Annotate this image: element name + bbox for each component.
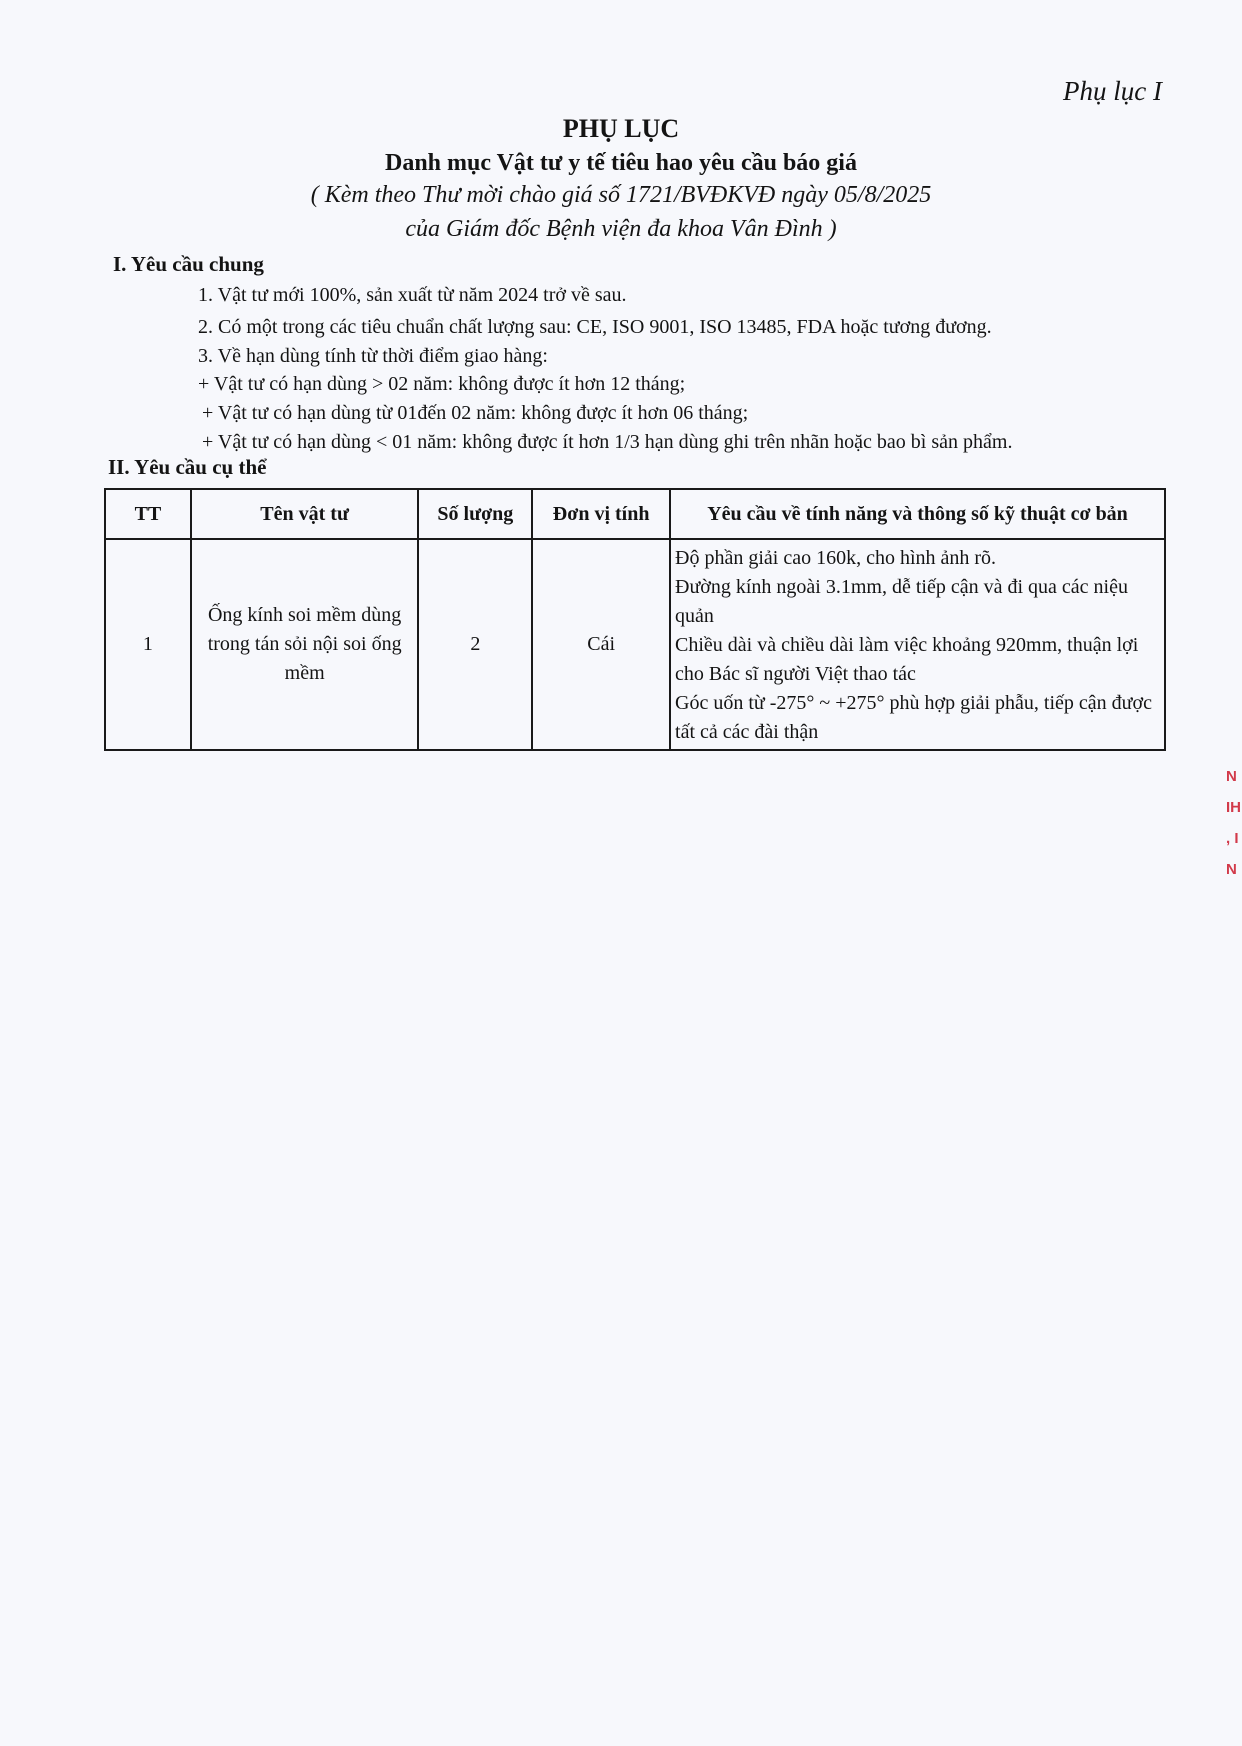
reference-line-2: của Giám đốc Bệnh viện đa khoa Vân Đình ) [405, 216, 837, 242]
table-header-row [105, 489, 1165, 539]
stamp-text: N [1226, 768, 1237, 785]
header-specification: Yêu cầu về tính năng và thông số kỹ thuật cơ bản [670, 489, 1165, 539]
stamp-text: N [1226, 861, 1237, 878]
spec-line: Chiều dài và chiều dài làm việc khoảng 920mm, thuận lợi cho Bác sĩ người Việt thao tác [675, 634, 1139, 685]
general-requirement-item: 3. Về hạn dùng tính từ thời điểm giao hàng: [198, 345, 548, 367]
cell-specification [670, 539, 1165, 750]
section-general-heading: I. Yêu cầu chung [113, 252, 264, 276]
general-requirement-item: + Vật tư có hạn dùng > 02 năm: không được ít hơn 12 tháng; [198, 373, 686, 395]
spec-line: Độ phần giải cao 160k, cho hình ảnh rõ. [675, 547, 997, 569]
cell-unit: Cái [532, 539, 670, 750]
header-quantity: Số lượng [418, 489, 532, 539]
cell-quantity: 2 [418, 539, 532, 750]
document-title: PHỤ LỤC [562, 114, 680, 143]
general-requirement-item: 2. Có một trong các tiêu chuẩn chất lượng sau: CE, ISO 9001, ISO 13485, FDA hoặc tương đương. [198, 316, 992, 338]
spec-line: Góc uốn từ -275° ~ +275° phù hợp giải phẫu, tiếp cận được tất cả các đài thận [675, 692, 1152, 743]
requirements-table [104, 488, 1166, 751]
general-requirement-item: + Vật tư có hạn dùng từ 01đến 02 năm: không được ít hơn 06 tháng; [202, 402, 749, 424]
general-requirement-item: 1. Vật tư mới 100%, sản xuất từ năm 2024 trở về sau. [198, 284, 627, 306]
stamp-text: , I [1226, 830, 1239, 847]
table-row [105, 539, 1165, 750]
header-tt: TT [105, 489, 191, 539]
document-subtitle: Danh mục Vật tư y tế tiêu hao yêu cầu báo giá [385, 150, 857, 176]
stamp-text: IH [1226, 799, 1241, 816]
header-unit: Đơn vị tính [532, 489, 670, 539]
section-specific-heading: II. Yêu cầu cụ thể [108, 455, 267, 479]
reference-line-1: ( Kèm theo Thư mời chào giá số 1721/BVĐKVĐ ngày 05/8/2025 [310, 182, 932, 208]
red-stamp-fragment [1226, 768, 1242, 998]
header-item-name: Tên vật tư [191, 489, 419, 539]
spec-line: Đường kính ngoài 3.1mm, dễ tiếp cận và đi qua các niệu quản [675, 576, 1128, 627]
general-requirement-item: + Vật tư có hạn dùng < 01 năm: không được ít hơn 1/3 hạn dùng ghi trên nhãn hoặc bao bì sản phẩm. [202, 431, 1013, 453]
cell-item-name: Ống kính soi mềm dùng trong tán sỏi nội soi ống mềm [191, 539, 419, 750]
cell-tt: 1 [105, 539, 191, 750]
appendix-label: Phụ lục I [1063, 76, 1162, 106]
